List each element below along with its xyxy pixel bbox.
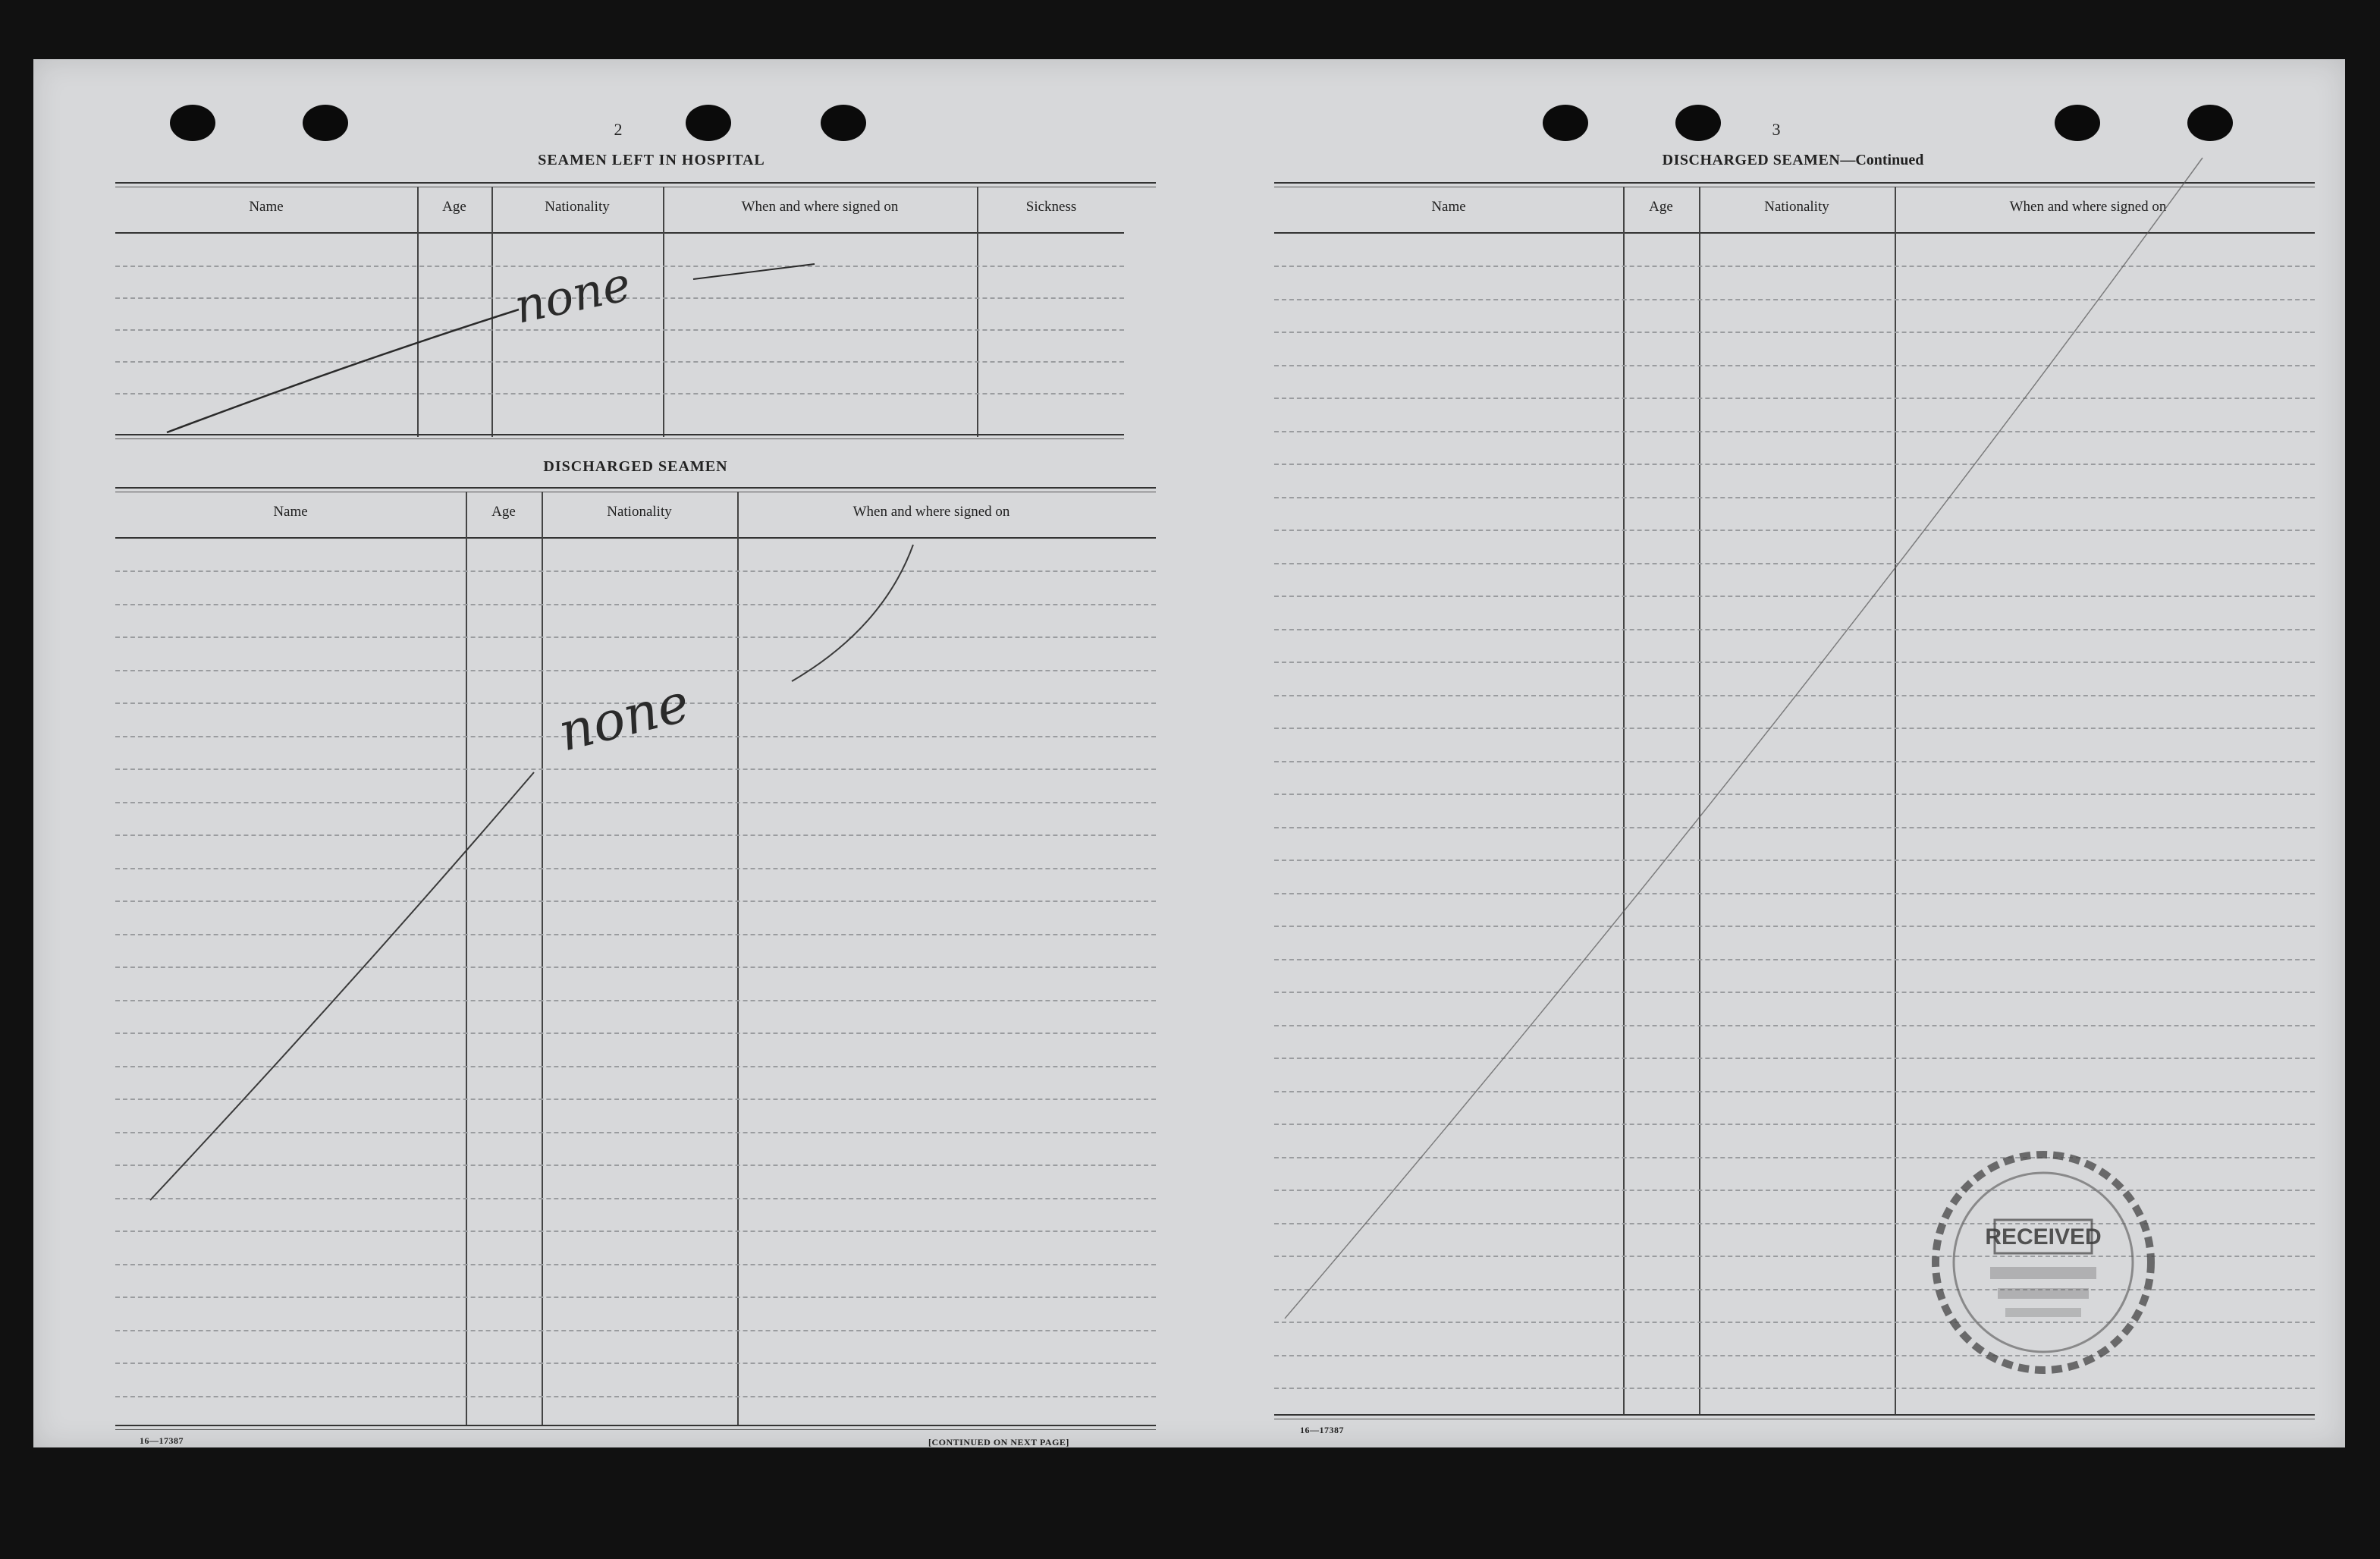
form-number-right: 16—17387	[1300, 1425, 1344, 1435]
handwriting-overlay	[33, 59, 2345, 1447]
handwritten-none-hospital: none	[509, 256, 636, 335]
column-header-name: Name	[273, 504, 308, 520]
column-header-age: Age	[491, 504, 516, 520]
column-header-age: Age	[442, 199, 466, 215]
cancellation-stroke	[693, 264, 815, 279]
discharged-section-title: DISCHARGED SEAMEN	[543, 458, 728, 475]
form-number-left: 16—17387	[140, 1435, 184, 1446]
column-header-sickness: Sickness	[1025, 199, 1077, 215]
discharged-continued-title-main: DISCHARGED SEAMEN	[1662, 152, 1841, 168]
discharged-continued-title-cont: —Continued	[1840, 152, 1924, 168]
column-header-age: Age	[1649, 199, 1673, 215]
handwritten-none-discharged: none	[552, 671, 695, 764]
page-number-left: 2	[614, 120, 623, 139]
cancellation-stroke	[1285, 158, 2203, 1319]
column-header-signed-on: When and where signed on	[741, 199, 899, 215]
cancellation-stroke	[792, 545, 913, 681]
received-stamp	[1936, 1155, 2151, 1370]
column-header-signed-on: When and where signed on	[852, 504, 1010, 520]
column-header-nationality: Nationality	[607, 504, 672, 520]
column-header-nationality: Nationality	[1764, 199, 1829, 215]
document-sheet	[33, 59, 2345, 1447]
page-number-right: 3	[1772, 120, 1781, 139]
continued-note: [CONTINUED ON NEXT PAGE]	[928, 1437, 1069, 1447]
cancellation-stroke	[167, 310, 519, 432]
column-header-name: Name	[249, 199, 284, 215]
hospital-section-title: SEAMEN LEFT IN HOSPITAL	[538, 152, 765, 168]
column-header-name: Name	[1431, 199, 1466, 215]
stamp-text: RECEIVED	[1985, 1224, 2102, 1249]
column-header-signed-on: When and where signed on	[2009, 199, 2167, 215]
cancellation-stroke	[150, 772, 534, 1200]
column-header-nationality: Nationality	[545, 199, 610, 215]
